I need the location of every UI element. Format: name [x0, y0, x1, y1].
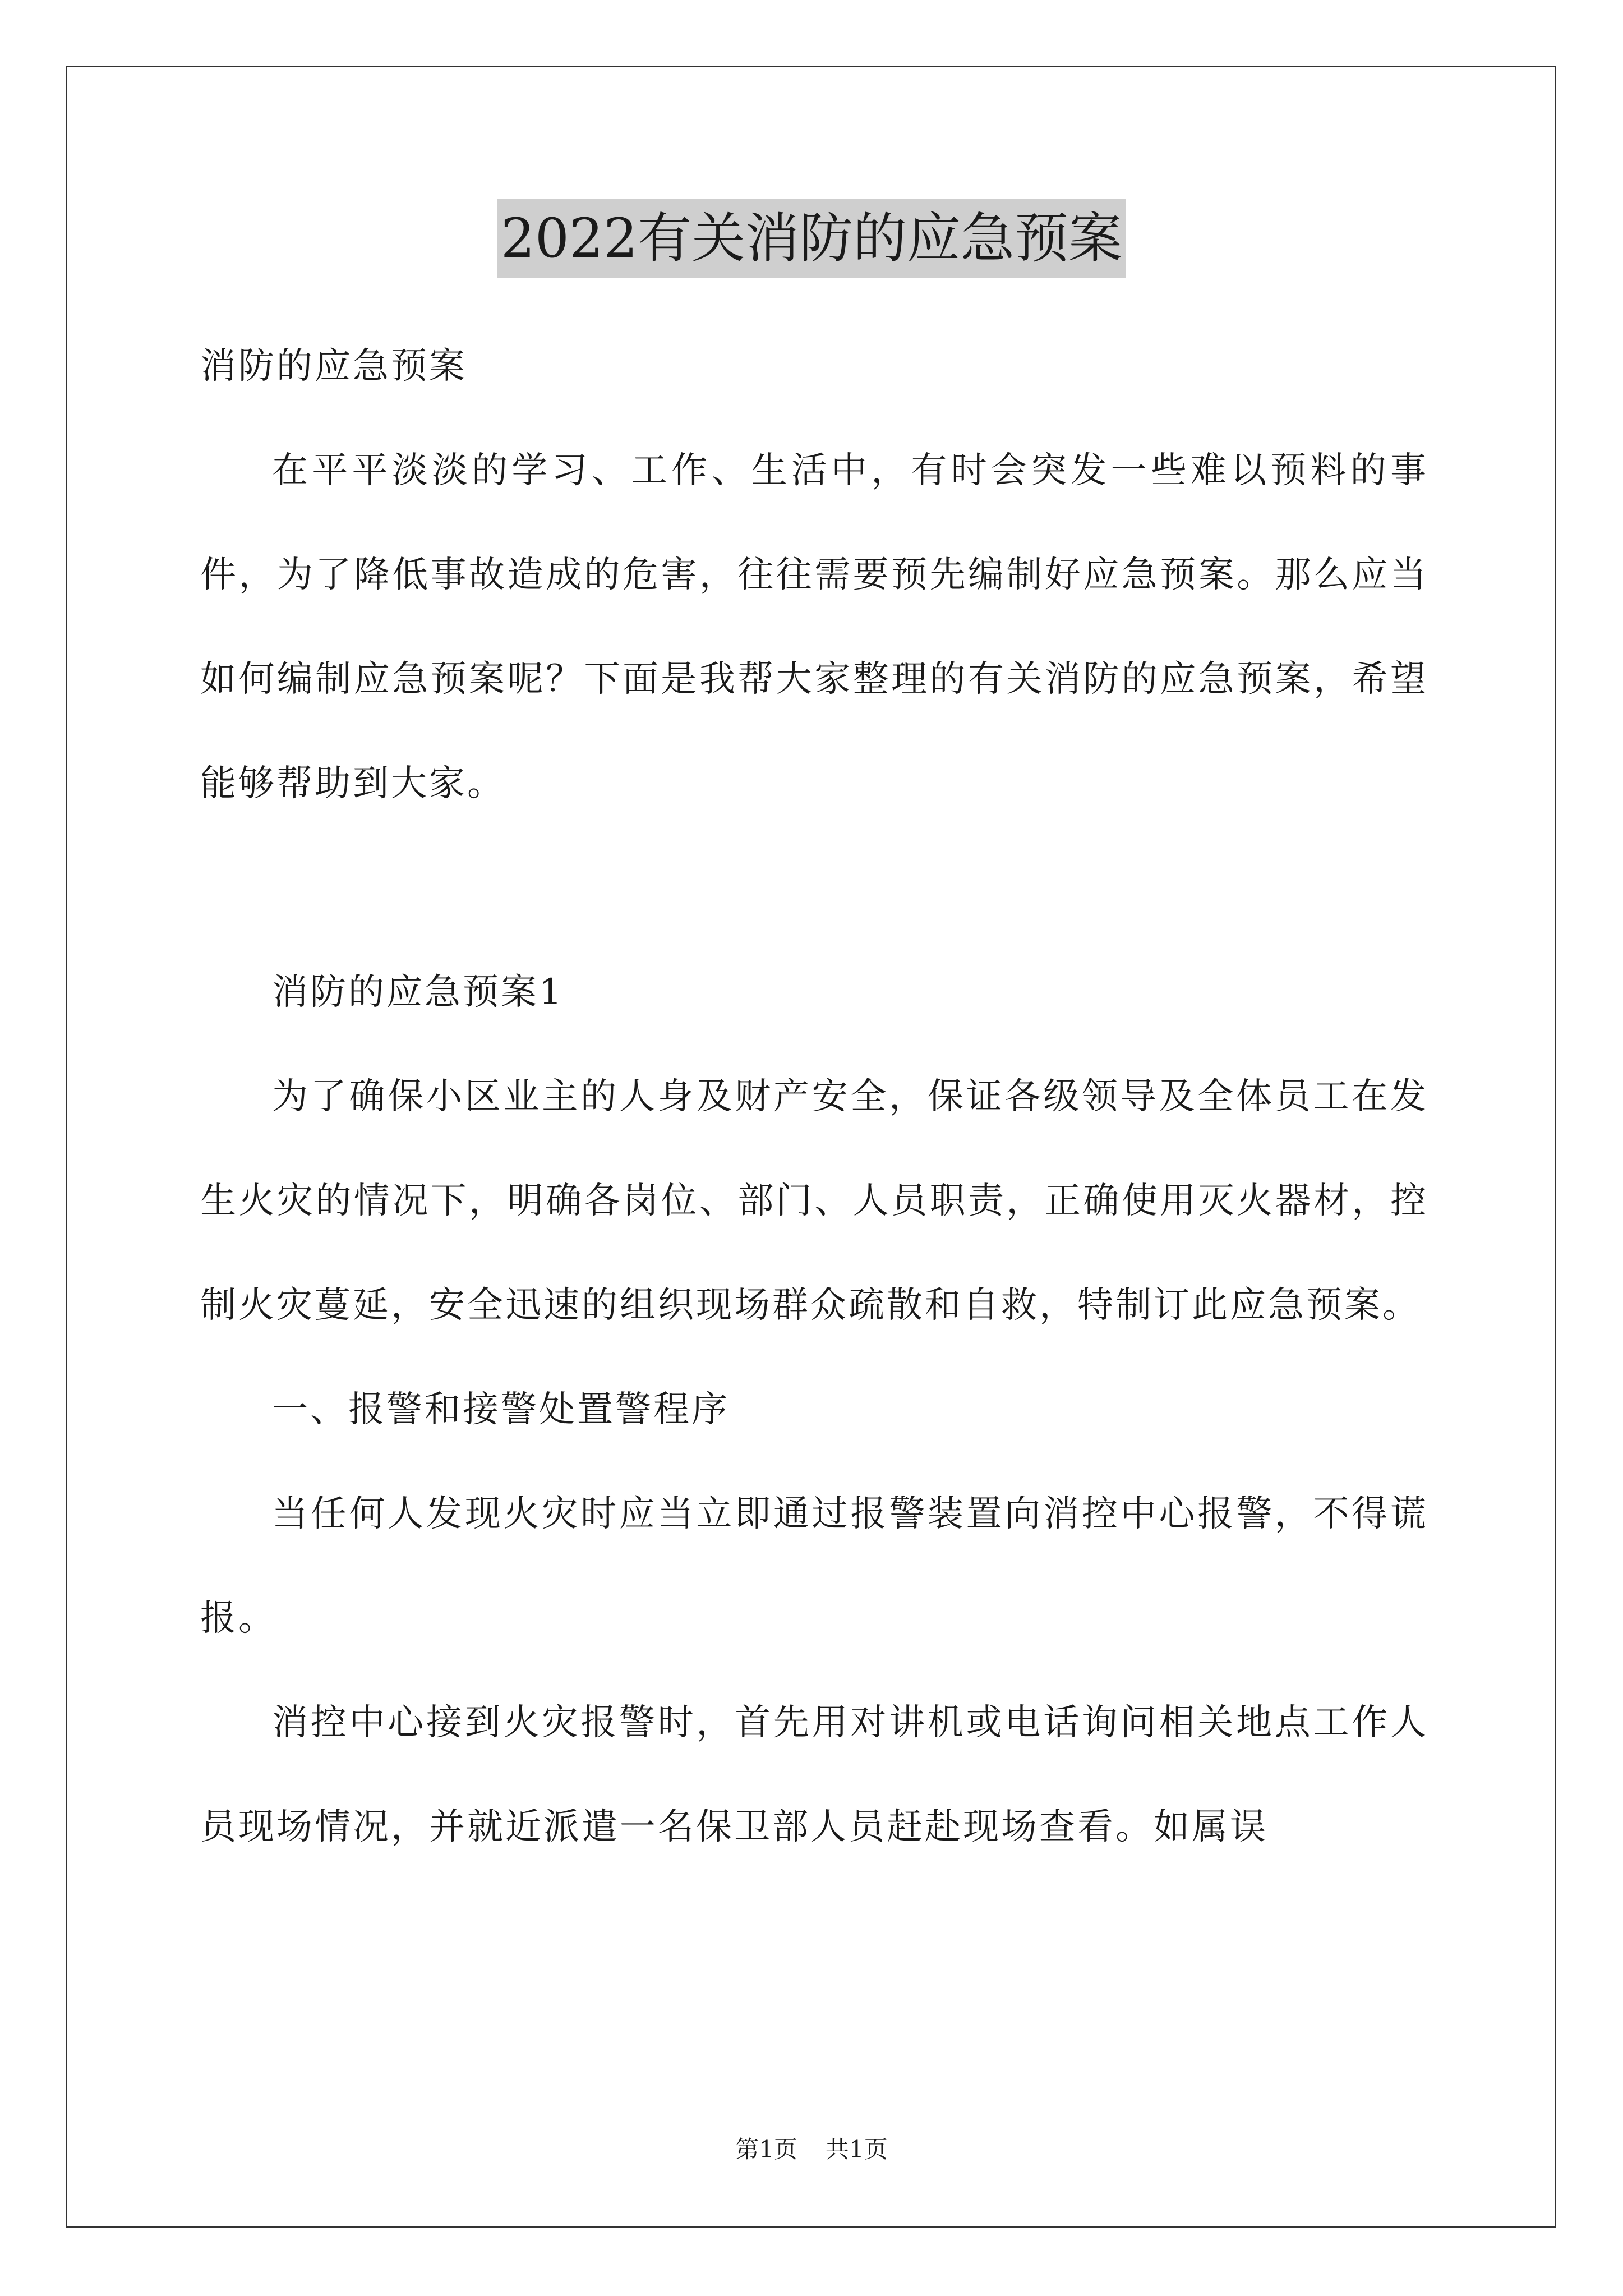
body-paragraph: 消控中心接到火灾报警时，首先用对讲机或电话询问相关地点工作人员现场情况，并就近派遣一名保卫部人员赶赴现场查看。如属误 [200, 1702, 1428, 1848]
document-title: 2022有关消防的应急预案 [497, 199, 1126, 278]
body-paragraph: 为了确保小区业主的人身及财产安全，保证各级领导及全体员工在发生火灾的情况下，明确各岗位、部门、人员职责，正确使用灭火器材，控制火灾蔓延，安全迅速的组织现场群众疏散和自救，特制订此应急预案。 [200, 1076, 1428, 1326]
body-paragraph: 当任何人发现火灾时应当立即通过报警装置向消控中心报警，不得谎报。 [200, 1493, 1428, 1639]
title-container [0, 199, 1623, 278]
page-number: 第1页 [735, 2136, 797, 2163]
paragraph-spacer [200, 836, 1428, 940]
document-subtitle: 消防的应急预案 [200, 346, 467, 387]
page-footer [0, 2133, 1623, 2166]
document-body [200, 314, 1428, 1879]
intro-paragraph: 在平平淡淡的学习、工作、生活中，有时会突发一些难以预料的事件，为了降低事故造成的危害，往往需要预先编制好应急预案。那么应当如何编制应急预案呢？下面是我帮大家整理的有关消防的应急预案，希望能够帮助到大家。 [200, 450, 1428, 804]
page-total: 共1页 [826, 2136, 888, 2163]
subsection-heading: 一、报警和接警处置警程序 [272, 1389, 730, 1430]
section-heading: 消防的应急预案1 [272, 972, 564, 1013]
